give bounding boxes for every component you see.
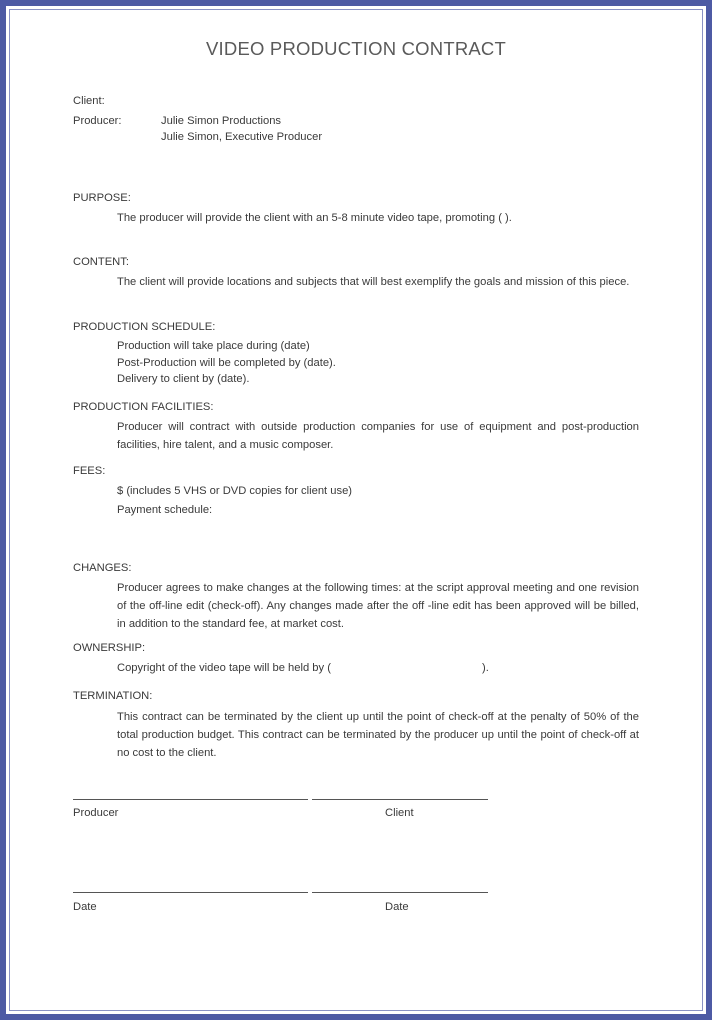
producer-company: Julie Simon Productions	[161, 115, 282, 127]
termination-heading: TERMINATION:	[73, 690, 153, 702]
client-signature-line	[312, 799, 488, 800]
purpose-text: The producer will provide the client with an 5-8 minute video tape, promoting ( ).	[117, 212, 512, 224]
content-text: The client will provide locations and subjects that will best exemplify the goals and mission of this piece.	[117, 276, 630, 288]
content-heading: CONTENT:	[73, 256, 129, 268]
producer-label: Producer:	[73, 115, 122, 127]
client-label: Client:	[73, 95, 105, 107]
fees-payment-schedule: Payment schedule:	[117, 504, 213, 516]
facilities-text: Producer will contract with outside production companies for use of equipment and post-production facilities, hire talent, and a music composer.	[117, 421, 639, 451]
ownership-heading: OWNERSHIP:	[73, 642, 146, 654]
schedule-line: Delivery to client by (date).	[117, 373, 250, 385]
client-signature-label: Client	[385, 807, 414, 819]
ownership-text: Copyright of the video tape will be held by (	[117, 662, 331, 674]
producer-signature-line	[73, 799, 308, 800]
schedule-line: Post-Production will be completed by (date).	[117, 357, 336, 369]
producer-signature-label: Producer	[73, 807, 119, 819]
purpose-heading: PURPOSE:	[73, 192, 131, 204]
schedule-heading: PRODUCTION SCHEDULE:	[73, 321, 216, 333]
termination-text: This contract can be terminated by the client up until the point of check-off at the penalty of 50% of the total production budget. This contract can be terminated by the producer up until the point of check-off at no cost to the client.	[117, 711, 639, 759]
fees-line: $ (includes 5 VHS or DVD copies for client use)	[117, 485, 353, 497]
changes-heading: CHANGES:	[73, 562, 132, 574]
schedule-line: Production will take place during (date)	[117, 340, 310, 352]
fees-heading: FEES:	[73, 465, 106, 477]
producer-date-line	[73, 892, 308, 893]
document-title: VIDEO PRODUCTION CONTRACT	[206, 38, 506, 59]
changes-text: Producer agrees to make changes at the following times: at the script approval meeting and one revision of the off-line edit (check-off). Any changes made after the off -line edit has been approved will be billed, in addition to the standard fee, at market cost.	[117, 582, 639, 630]
client-date-line	[312, 892, 488, 893]
facilities-heading: PRODUCTION FACILITIES:	[73, 401, 214, 413]
ownership-text-end: ).	[482, 662, 489, 674]
producer-person: Julie Simon, Executive Producer	[161, 131, 323, 143]
client-date-label: Date	[385, 901, 409, 913]
producer-date-label: Date	[73, 901, 97, 913]
